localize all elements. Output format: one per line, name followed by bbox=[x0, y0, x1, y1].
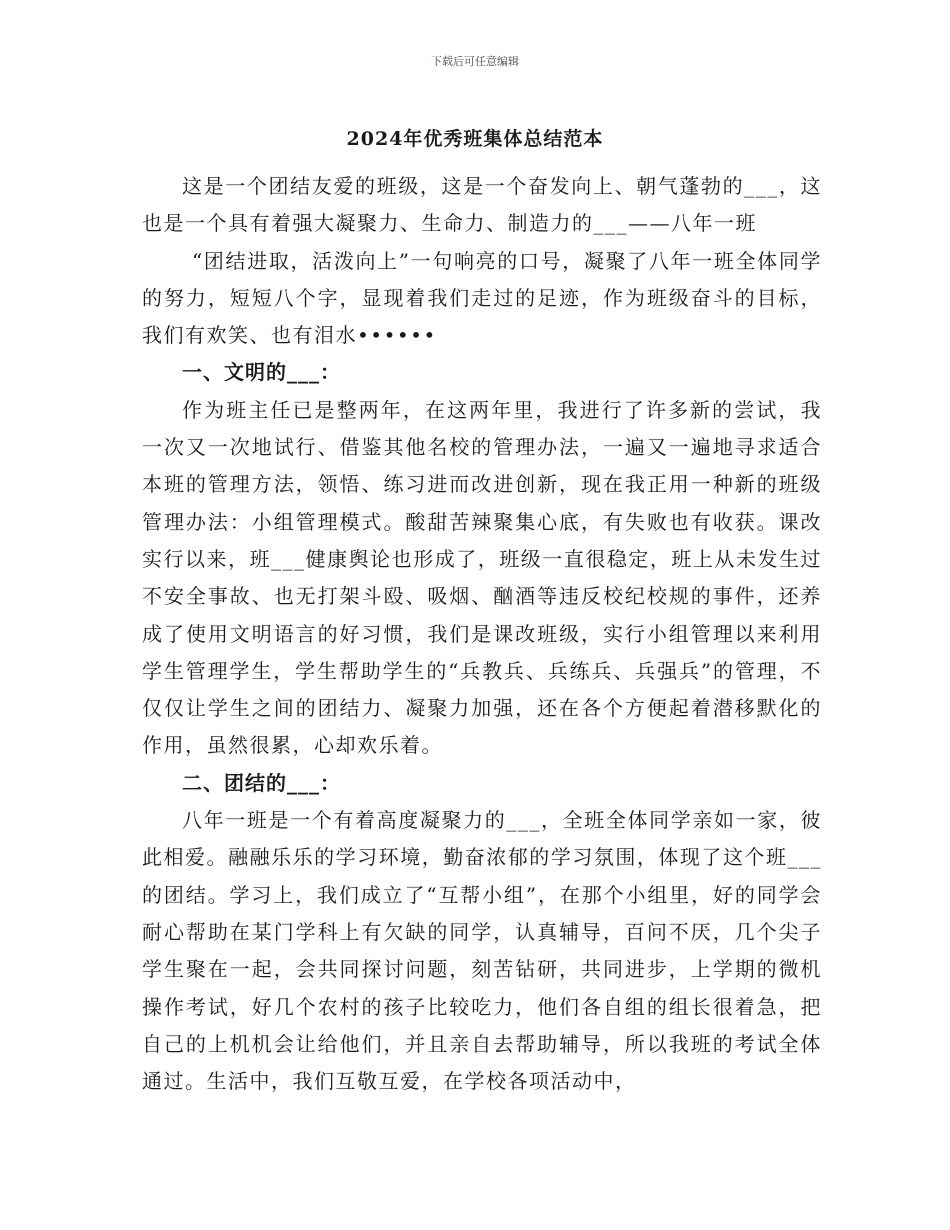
section-heading-unity: 二、团结的___： bbox=[182, 770, 341, 795]
section-heading-civilized: 一、文明的___： bbox=[182, 360, 341, 385]
paragraph-unity: 八年一班是一个有着高度凝聚力的___，全班全体同学亲如一家，彼此相爱。融融乐乐的学习环境，勤奋浓郁的学习氛围，体现了这个班___的团结。学习上，我们成立了“互帮小组”，在那个小组里，好的同学会耐心帮助在某门学科上有欠缺的同学，认真辅导，百问不厌，几个尖子学生聚在一起，会共同探讨问题，刻苦钻研，共同进步，上学期的微机操作考试，好几个农村的孩子比较吃力，他们各自组的组长很着急，把自己的上机机会让给他们，并且亲自去帮助辅导，所以我班的考试全体通过。生活中，我们互敬互爱，在学校各项活动中， bbox=[142, 808, 822, 1094]
document-body bbox=[142, 168, 822, 1100]
paragraph-slogan: “团结进取，活泼向上”一句响亮的口号，凝聚了八年一班全体同学的努力，短短八个字，显现着我们走过的足迹，作为班级奋斗的目标，我们有欢笑、也有泪水•••••• bbox=[142, 248, 822, 348]
paragraph-civilized: 作为班主任已是整两年，在这两年里，我进行了许多新的尝试，我一次又一次地试行、借鉴其他名校的管理办法，一遍又一遍地寻求适合本班的管理方法，领悟、练习进而改进创新，现在我正用一种新的班级管理办法：小组管理模式。酸甜苦辣聚集心底，有失败也有收获。课改实行以来，班___健康舆论也形成了，班级一直很稳定，班上从未发生过不安全事故、也无打架斗殴、吸烟、酗酒等违反校纪校规的事件，还养成了使用文明语言的好习惯，我们是课改班级，实行小组管理以来利用学生管理学生，学生帮助学生的“兵教兵、兵练兵、兵强兵”的管理，不仅仅让学生之间的团结力、凝聚力加强，还在各个方便起着潜移默化的作用，虽然很累，心却欢乐着。 bbox=[142, 397, 822, 758]
document-title: 2024年优秀班集体总结范本 bbox=[346, 128, 604, 150]
paragraph-intro: 这是一个团结友爱的班级，这是一个奋发向上、朝气蓬勃的___，这也是一个具有着强大凝聚力、生命力、制造力的___——八年一班 bbox=[142, 174, 822, 236]
page-header-note: 下载后可任意编辑 bbox=[431, 55, 519, 68]
